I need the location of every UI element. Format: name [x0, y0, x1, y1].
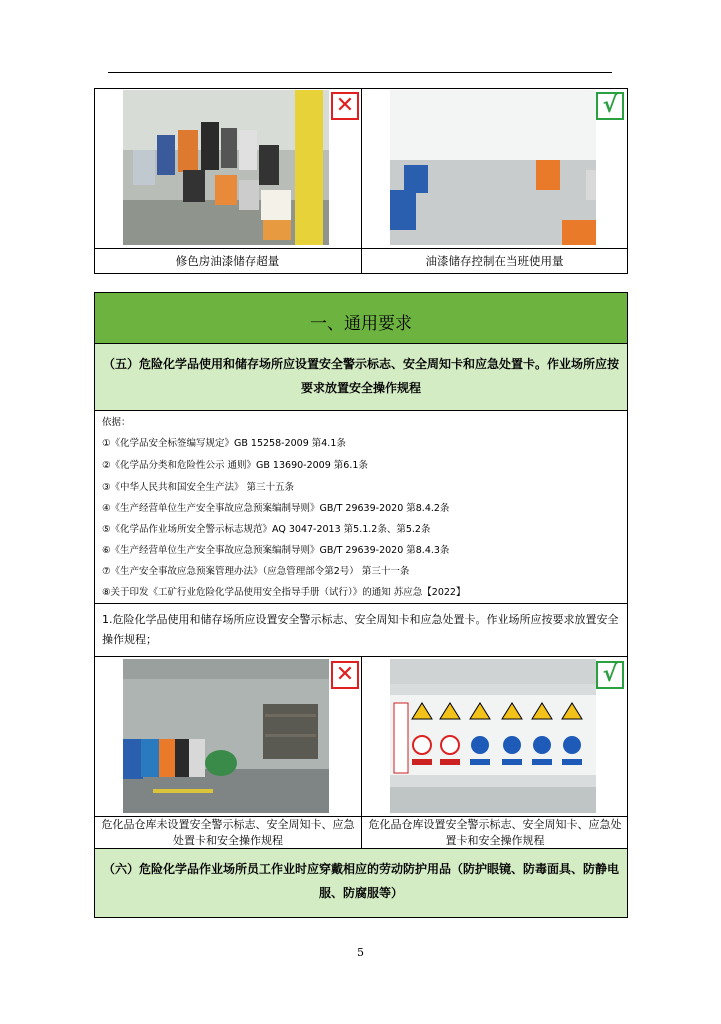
header-rule — [108, 72, 612, 73]
section-header — [95, 293, 627, 343]
basis-item-4: ④《生产经营单位生产安全事故应急预案编制导则》GB/T 29639-2020 第8.4.2条 — [102, 503, 450, 514]
basis-item-6: ⑥《生产经营单位生产安全事故应急预案编制导则》GB/T 29639-2020 第8.4.3条 — [102, 545, 450, 556]
top-right-caption: 油漆储存控制在当班使用量 — [425, 254, 564, 268]
basis-item-5: ⑤《化学品作业场所安全警示标志规范》AQ 3047-2013 第5.1.2条、第5.2条 — [102, 524, 431, 535]
basis-item-8: ⑧关于印发《工矿行业危险化学品使用安全指导手册（试行）》的通知 苏应急【2022】 — [102, 587, 466, 598]
item5-heading — [95, 344, 627, 410]
paint-overstock-photo — [123, 90, 329, 245]
item5-divider — [94, 410, 628, 411]
incorrect-mark-icon: ✕ — [331, 661, 359, 689]
photo-row-divider — [361, 656, 362, 848]
basis-label: 依据： — [102, 417, 131, 428]
top-left-caption: 修色房油漆储存超量 — [175, 254, 280, 268]
item6-heading — [95, 849, 627, 917]
item6-title: （六）危险化学品作业场所员工作业时应穿戴相应的劳动防护用品（防护眼镜、防毒面具、防静电服、防腐服等） — [103, 862, 620, 900]
basis-divider — [94, 603, 628, 604]
bottom-right-caption: 危化品仓库设置安全警示标志、安全周知卡、应急处置卡和安全操作规程 — [368, 818, 622, 847]
basis-item-2: ②《化学品分类和危险性公示 通则》GB 13690-2009 第6.1条 — [102, 460, 368, 471]
requirement-text: 1.危险化学品使用和储存场所应设置安全警示标志、安全周知卡和应急处置卡。作业场所应按要求放置安全操作规程； — [102, 613, 619, 646]
bottom-left-caption: 危化品仓库未设置安全警示标志、安全周知卡、应急处置卡和安全操作规程 — [101, 818, 355, 847]
correct-mark-icon: √ — [596, 661, 624, 689]
basis-item-1: ①《化学品安全标签编写规定》GB 15258-2009 第4.1条 — [102, 438, 346, 449]
correct-mark-icon: √ — [596, 92, 624, 120]
incorrect-mark-icon: ✕ — [331, 92, 359, 120]
item5-title: （五）危险化学品使用和储存场所应设置安全警示标志、安全周知卡和应急处置卡。作业场所应按要求放置安全操作规程 — [103, 357, 620, 395]
top-table-row-divider — [94, 248, 628, 249]
section-title: 一、通用要求 — [310, 314, 412, 334]
top-table-divider — [361, 88, 362, 274]
basis-item-3: ③《中华人民共和国安全生产法》 第三十五条 — [102, 482, 295, 493]
page-number: 5 — [357, 946, 364, 959]
warehouse-no-signs-photo — [123, 659, 329, 813]
warehouse-signs-photo — [390, 659, 596, 813]
paint-controlled-photo — [390, 90, 596, 245]
basis-item-7: ⑦《生产安全事故应急预案管理办法》（应急管理部令第2号） 第三十一条 — [102, 566, 410, 577]
